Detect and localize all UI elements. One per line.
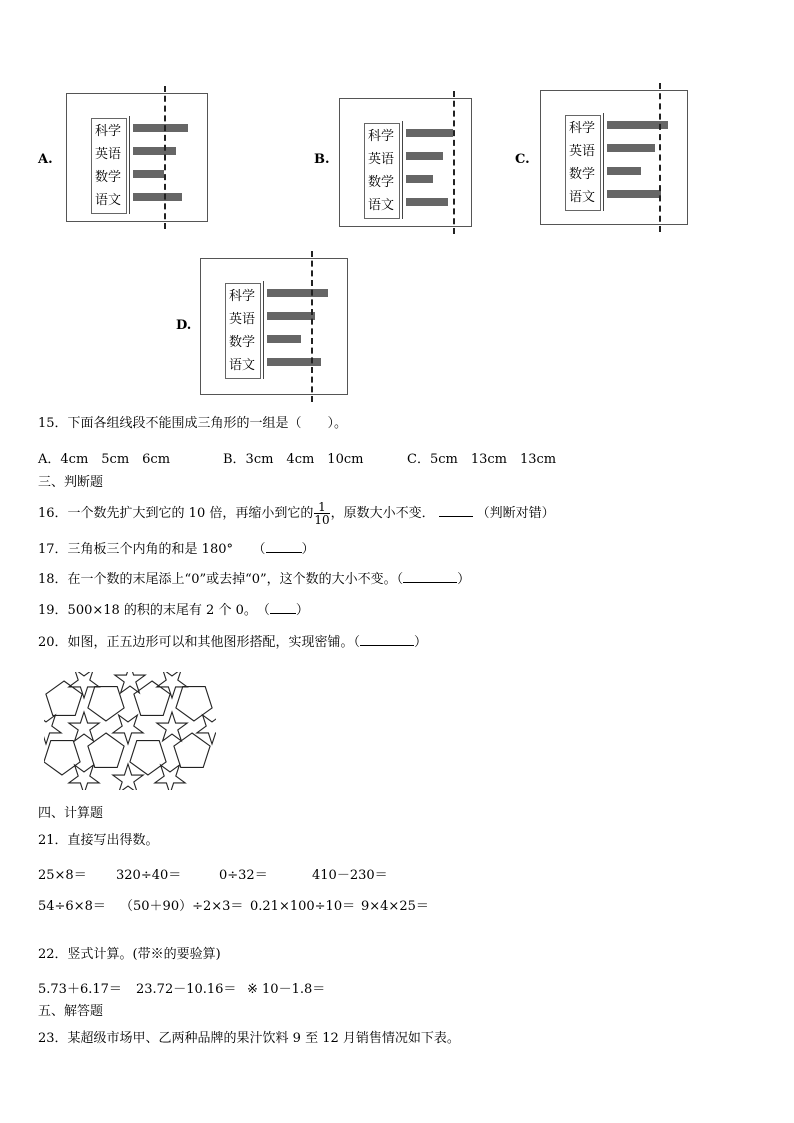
calc-item: （50＋90）÷2×3＝ [120,899,244,914]
q15-option-a: A．4cm 5cm 6cm [38,452,171,467]
subject-label: 科学 [568,121,595,136]
answer-blank[interactable] [439,516,473,517]
subject-label: 科学 [367,129,394,144]
star-tile [69,712,99,741]
score-bar [406,175,433,183]
calc-item: 25×8＝ [38,868,87,883]
option-letter: D. [176,318,192,333]
q20-text: 20．如图，正五边形可以和其他图形搭配，实现密铺。（ [38,635,361,650]
question-22: 22．竖式计算。(带※的要验算) [38,947,221,962]
calc-item: 410－230＝ [312,868,388,883]
section-heading-judgement: 三、判断题 [38,475,104,490]
subject-label: 科学 [94,124,121,139]
q15-option-c: C．5cm 13cm 13cm [407,452,557,467]
subject-label: 数学 [568,167,595,182]
q20-close: ） [414,635,428,650]
pentagon-tile [44,741,80,775]
score-bar [607,190,661,198]
score-bar [133,147,176,155]
section-heading-problems: 五、解答题 [38,1004,104,1019]
subject-label: 数学 [228,335,255,350]
score-bar [133,170,164,178]
answer-blank[interactable] [266,552,302,553]
q19-text: 19．500×18 的积的末尾有 2 个 0。 （ [38,603,270,618]
question-23: 23．某超级市场甲、乙两种品牌的果汁饮料 9 至 12 月销售情况如下表。 [38,1031,460,1046]
pentagon-tile [176,687,212,721]
q16-text-after: ，原数大小不变． [330,506,435,521]
subject-label: 英语 [367,152,394,167]
question-16 [38,500,555,528]
score-bar [267,289,328,297]
star-tile [155,765,185,790]
answer-blank[interactable] [360,645,414,646]
question-21: 21．直接写出得数。 [38,833,159,848]
subject-label: 英语 [228,312,255,327]
q18-text: 18．在一个数的末尾添上“0”或去掉“0”，这个数的大小不变。（ [38,572,404,587]
star-tile [69,672,99,698]
bar-diagram-option[interactable] [339,98,472,227]
score-bar [133,193,182,201]
question-15: 15．下面各组线段不能围成三角形的一组是（ ）。 [38,416,348,431]
fraction-denominator: 10 [314,513,330,527]
calc-item: 320÷40＝ [116,868,182,883]
calc-item: 0.21×100÷10＝ [250,899,356,914]
star-tile [69,765,99,790]
average-dashed-line [164,86,166,229]
q17-text: 17．三角板三个内角的和是 180° （ [38,542,266,557]
subject-label: 语文 [228,358,255,373]
subject-label: 英语 [568,144,595,159]
answer-blank[interactable] [270,613,296,614]
pentagon-tile [130,741,166,775]
fraction-numerator: 1 [314,501,329,514]
subject-label: 数学 [367,175,394,190]
star-tile [197,715,216,744]
score-bar [133,124,188,132]
calc-item: 9×4×25＝ [361,899,429,914]
star-tile [157,672,187,698]
pentagon-tiling-figure [44,672,216,790]
option-letter: B. [314,152,330,167]
subject-label: 数学 [94,170,121,185]
average-dashed-line [659,83,661,232]
pentagon-tile [46,681,82,715]
vertical-calc-item: 23.72－10.16＝ [136,982,237,997]
star-tile [157,712,187,741]
bar-diagram-option[interactable] [540,90,688,225]
option-letter: A. [38,152,53,167]
bar-diagram-option[interactable] [66,93,208,222]
pentagon-tile [134,681,170,715]
vertical-calc-item: 5.73＋6.17＝ [38,982,122,997]
section-heading-calculation: 四、计算题 [38,806,104,821]
score-bar [607,167,641,175]
pentagon-tile [174,733,210,767]
star-tile [113,715,143,744]
q18-close: ） [457,572,471,587]
calc-item: 54÷6×8＝ [38,899,106,914]
average-dashed-line [311,251,313,402]
q15-option-b: B．3cm 4cm 10cm [223,452,364,467]
score-bar [267,335,301,343]
subject-label: 语文 [568,190,595,205]
score-bar [406,129,453,137]
q16-text: 16．一个数先扩大到它的 10 倍，再缩小到它的 [38,506,314,521]
subject-label: 英语 [94,147,121,162]
question-18 [38,572,470,588]
star-tile [44,715,61,744]
calc-item: 0÷32＝ [219,868,268,883]
question-17 [38,542,315,558]
fraction [314,501,329,526]
q16-tail: （判断对错） [476,506,555,521]
q17-close: ） [301,542,315,557]
subject-label: 科学 [228,289,255,304]
subject-label: 语文 [94,193,121,208]
q19-close: ） [295,603,309,618]
score-bar [406,152,443,160]
score-bar [607,144,655,152]
vertical-calc-item: ※ 10－1.8＝ [247,982,326,997]
subject-label: 语文 [367,198,394,213]
bar-diagram-option[interactable] [200,258,348,395]
score-bar [406,198,448,206]
average-dashed-line [453,91,455,234]
score-bar [267,312,315,320]
question-19 [38,603,309,619]
option-letter: C. [515,152,530,167]
question-20 [38,635,427,651]
pentagon-tile [88,733,124,767]
answer-blank[interactable] [403,582,457,583]
